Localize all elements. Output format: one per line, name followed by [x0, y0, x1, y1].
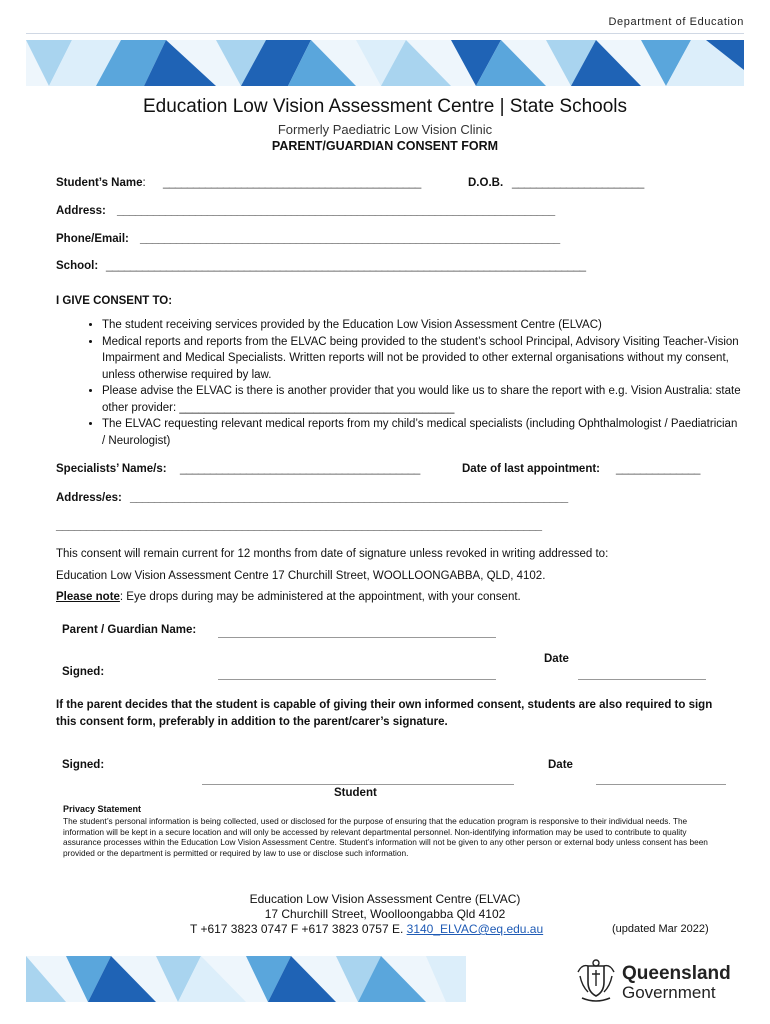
- footer-org: Education Low Vision Assessment Centre (ELVAC): [249, 892, 521, 906]
- privacy-heading: Privacy Statement: [63, 804, 142, 814]
- student-signature-field[interactable]: [202, 784, 514, 785]
- logo-government: Government: [622, 983, 716, 1002]
- guardian-date-field[interactable]: [578, 679, 706, 680]
- student-consent-statement: If the parent decides that the student is capable of giving their own informed consent, students are also required to sign this consent form, preferably in addition to the parent/carer’s signature.: [56, 699, 713, 728]
- header-divider: [26, 33, 744, 34]
- decorative-banner: [26, 40, 744, 86]
- dob-field[interactable]: ______________________: [512, 177, 644, 189]
- consent-item: • The student receiving services provided by the Education Low Vision Assessment Centre (ELVAC): [102, 317, 742, 334]
- guardian-name-label: Parent / Guardian Name:: [62, 624, 197, 636]
- guardian-name-field[interactable]: [218, 637, 496, 638]
- student-date-field[interactable]: [596, 784, 726, 785]
- footer-phone-fax: T +617 3823 0747 F +617 3823 0757 E.: [190, 922, 404, 936]
- address-field[interactable]: _________________________________________________________________________: [117, 205, 555, 217]
- footer-contact: [190, 922, 543, 936]
- consent-item: • Please advise the ELVAC is there is another provider that you would like us to share the report with e.g. Vision Australia: state other provider: ___________________________________________: [102, 383, 742, 416]
- specialists-addresses-field-2[interactable]: _________________________________________________________________________________: [56, 520, 542, 532]
- student-date-label: Date: [548, 759, 573, 771]
- footer-street: 17 Churchill Street, Woolloongabba Qld 4102: [264, 907, 506, 921]
- last-appointment-field[interactable]: ______________: [616, 463, 700, 475]
- footer-banner: [26, 956, 466, 1002]
- student-name-field[interactable]: ___________________________________________: [163, 177, 421, 189]
- department-name: Department of Education: [608, 16, 744, 28]
- consent-heading: I GIVE CONSENT TO:: [56, 295, 173, 307]
- guardian-date-label: Date: [544, 653, 569, 665]
- consent-item: • The ELVAC requesting relevant medical reports from my child’s medical specialists (including Ophthalmologist / Paediatrician / Neurologist): [102, 416, 742, 449]
- phone-email-field[interactable]: ______________________________________________________________________: [140, 233, 560, 245]
- school-field[interactable]: ________________________________________________________________________________: [106, 260, 586, 272]
- consent-validity: This consent will remain current for 12 months from date of signature unless revoked in writing addressed to:: [56, 548, 609, 560]
- phone-email-label: Phone/Email:: [56, 233, 129, 245]
- specialists-addresses-label: Address/es:: [56, 492, 122, 504]
- consent-address: Education Low Vision Assessment Centre 17 Churchill Street, WOOLLOONGABBA, QLD, 4102.: [56, 570, 546, 582]
- dob-label: D.O.B.: [468, 177, 504, 189]
- specialists-names-label: Specialists’ Name/s:: [56, 463, 167, 475]
- student-name-label: Student’s Name: [56, 177, 143, 189]
- privacy-statement: The student’s personal information is being collected, used or disclosed for the purpose of ensuring that the education program is responsive to their individual needs. The information will be kept in a secure location and will only be accessed by relevant departmental personnel. Non-identifying information may be used to contribute to quality assurance processes within the Education Low Vision Assessment Centre. Student’s information will not be given to any other person or external body unless consent has been provided or the department is permitted or required by law to use or disclose such information.: [63, 816, 708, 858]
- guardian-signature-field[interactable]: [218, 679, 496, 680]
- logo-queensland: Queensland: [622, 963, 731, 984]
- note-label: Please note: [56, 591, 120, 603]
- consent-list: [56, 317, 742, 449]
- note-text: : Eye drops during may be administered at the appointment, with your consent.: [119, 591, 521, 603]
- crest-icon: [574, 958, 618, 1004]
- address-label: Address:: [56, 205, 106, 217]
- last-appointment-label: Date of last appointment:: [462, 463, 601, 475]
- updated-date: (updated Mar 2022): [612, 923, 709, 935]
- student-caption: Student: [334, 787, 377, 799]
- footer-email-link[interactable]: 3140_ELVAC@eq.edu.au: [406, 922, 544, 936]
- specialists-names-field[interactable]: ________________________________________: [180, 463, 420, 475]
- school-label: School:: [56, 260, 99, 272]
- student-name-row: Student’s Name:: [56, 177, 146, 189]
- guardian-signed-label: Signed:: [62, 666, 105, 678]
- page-title: Education Low Vision Assessment Centre | State Schools: [142, 96, 628, 117]
- student-signed-label: Signed:: [62, 759, 105, 771]
- consent-item: • Medical reports and reports from the ELVAC being provided to the student’s school Principal, Advisory Visiting Teacher-Vision Impairment and Medical Specialists. Written reports will not be provided to other external organisations without my consent, unless otherwise required by law.: [102, 334, 742, 384]
- specialists-addresses-field[interactable]: _________________________________________________________________________: [130, 492, 568, 504]
- form-title: PARENT/GUARDIAN CONSENT FORM: [271, 139, 499, 153]
- eye-drops-note: [56, 589, 521, 606]
- page-subtitle: Formerly Paediatric Low Vision Clinic: [277, 122, 493, 137]
